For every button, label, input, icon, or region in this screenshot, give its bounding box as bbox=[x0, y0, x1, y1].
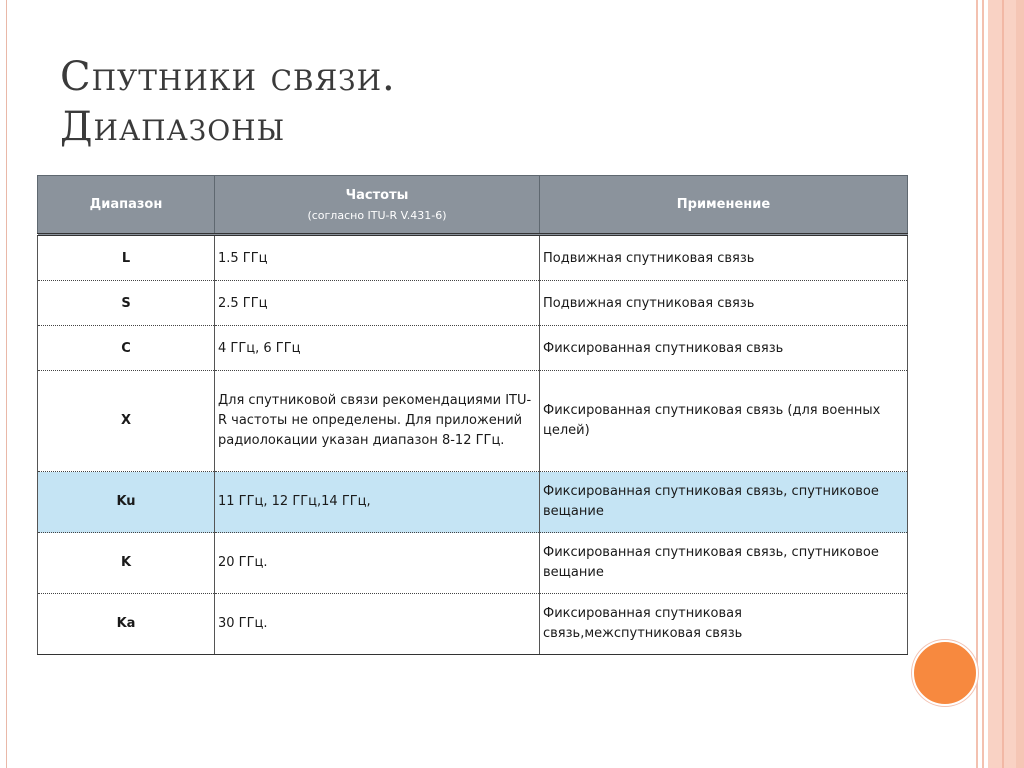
stripe bbox=[1016, 0, 1024, 768]
table-row bbox=[38, 326, 908, 371]
table-row bbox=[38, 533, 908, 594]
cell-freq: Для спутниковой связи рекомендациями ITU-R частоты не определены. Для приложений радиолокации указан диапазон 8-12 ГГц. bbox=[215, 371, 540, 472]
table-header-row bbox=[38, 176, 908, 235]
stripe bbox=[982, 0, 984, 768]
table-row bbox=[38, 371, 908, 472]
cell-band: Ka bbox=[38, 594, 215, 655]
cell-usage: Фиксированная спутниковая связь (для военных целей) bbox=[540, 371, 908, 472]
header-freq-label: Частоты bbox=[345, 187, 409, 203]
slide-title bbox=[60, 52, 396, 152]
stripe bbox=[1002, 0, 1004, 768]
cell-band: X bbox=[38, 371, 215, 472]
stripe bbox=[976, 0, 978, 768]
decorative-stripes bbox=[976, 0, 1024, 768]
cell-usage: Фиксированная спутниковая связь, спутниковое вещание bbox=[540, 533, 908, 594]
bands-table bbox=[37, 175, 908, 655]
table-row bbox=[38, 594, 908, 655]
cell-freq: 1.5 ГГц bbox=[215, 235, 540, 281]
header-freq bbox=[215, 176, 540, 235]
cell-band: L bbox=[38, 235, 215, 281]
cell-usage: Подвижная спутниковая связь bbox=[540, 235, 908, 281]
table-row bbox=[38, 281, 908, 326]
cell-freq: 30 ГГц. bbox=[215, 594, 540, 655]
slide-title-line-2: Диапазоны bbox=[60, 104, 286, 150]
slide-left-border bbox=[6, 0, 7, 768]
slide-title-line-1: Спутники связи. bbox=[60, 54, 396, 100]
header-band: Диапазон bbox=[38, 176, 215, 235]
cell-usage: Подвижная спутниковая связь bbox=[540, 281, 908, 326]
cell-usage: Фиксированная спутниковая связь,межспутниковая связь bbox=[540, 594, 908, 655]
cell-band: C bbox=[38, 326, 215, 371]
cell-freq: 20 ГГц. bbox=[215, 533, 540, 594]
cell-band: S bbox=[38, 281, 215, 326]
header-usage: Применение bbox=[540, 176, 908, 235]
cell-usage: Фиксированная спутниковая связь bbox=[540, 326, 908, 371]
table-row-highlighted bbox=[38, 472, 908, 533]
cell-band: Ku bbox=[38, 472, 215, 533]
decorative-circle bbox=[912, 640, 978, 706]
cell-band: K bbox=[38, 533, 215, 594]
table-row bbox=[38, 235, 908, 281]
header-freq-sub: (согласно ITU-R V.431-6) bbox=[307, 208, 447, 222]
cell-usage: Фиксированная спутниковая связь, спутниковое вещание bbox=[540, 472, 908, 533]
cell-freq: 11 ГГц, 12 ГГц,14 ГГц, bbox=[215, 472, 540, 533]
cell-freq: 2.5 ГГц bbox=[215, 281, 540, 326]
cell-freq: 4 ГГц, 6 ГГц bbox=[215, 326, 540, 371]
